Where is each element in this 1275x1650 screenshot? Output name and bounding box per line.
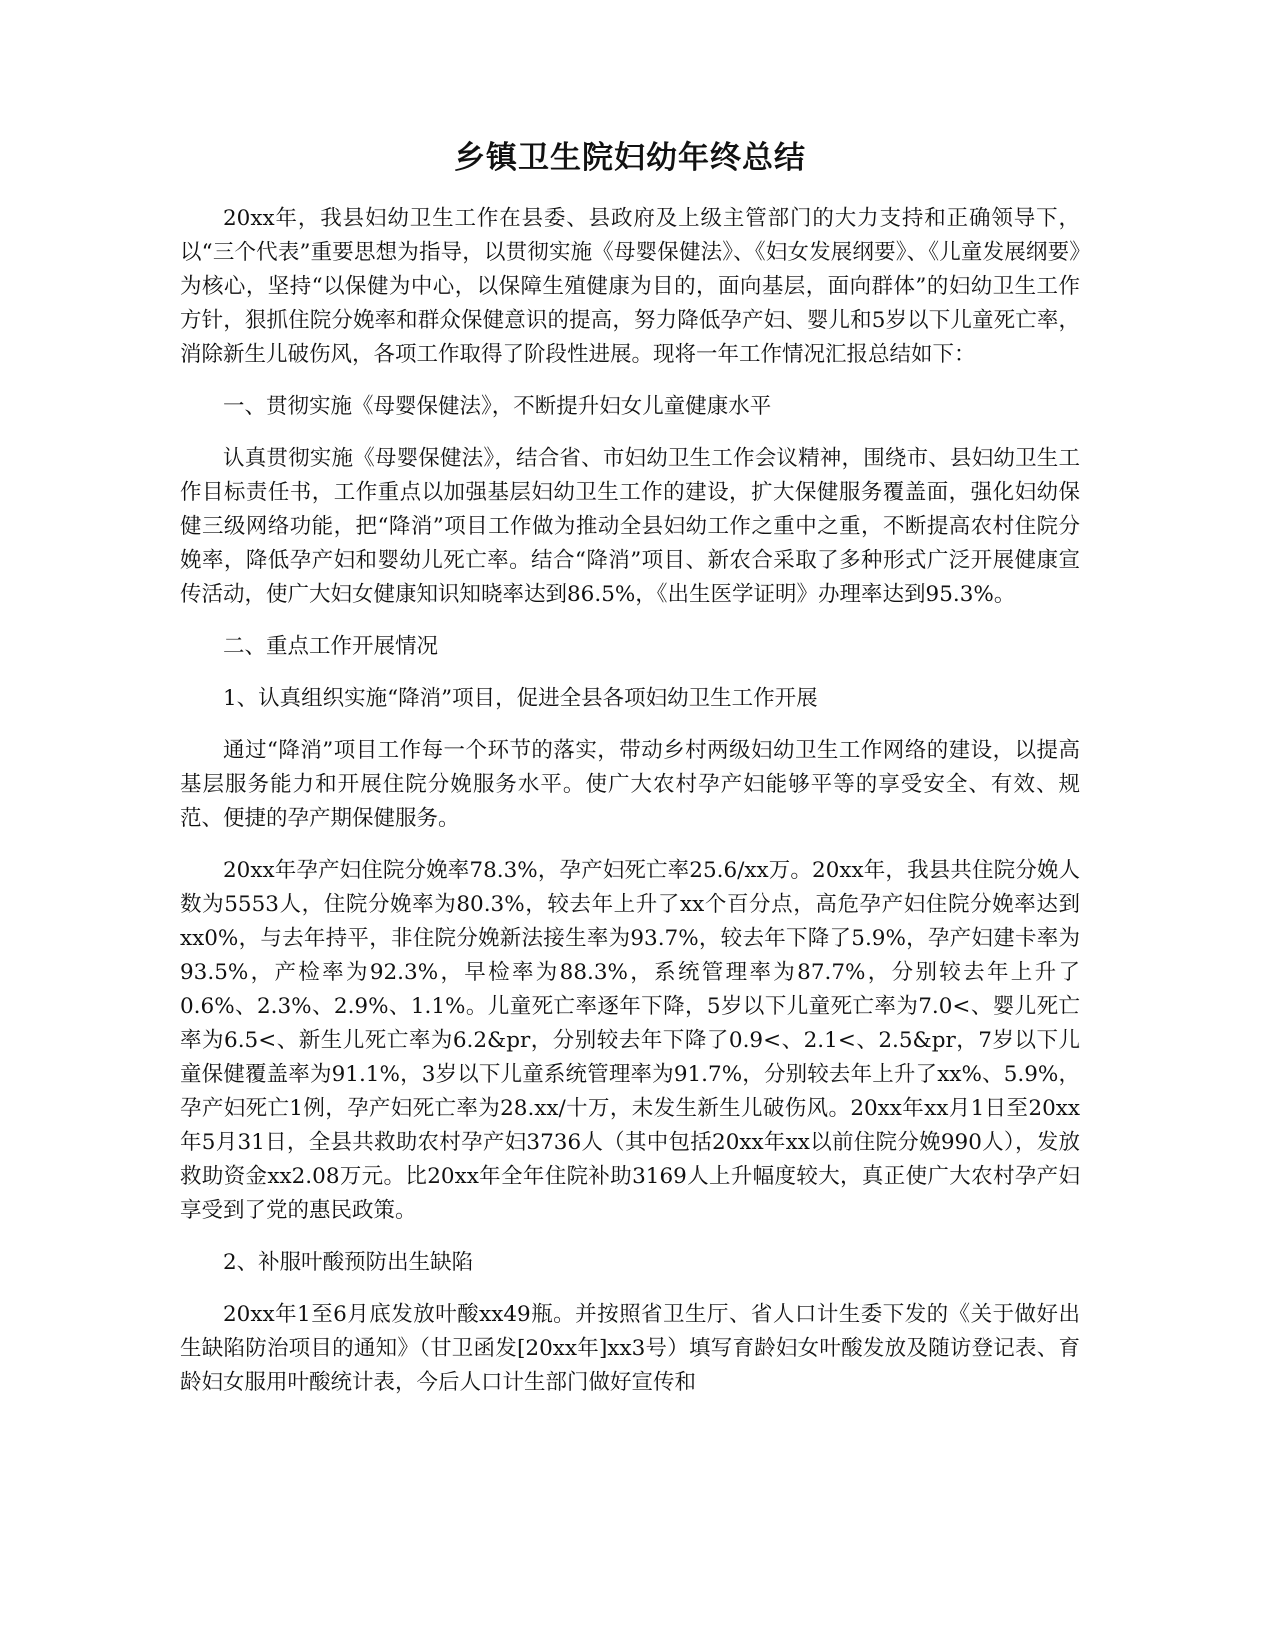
subsection-heading-2: 2、补服叶酸预防出生缺陷 — [223, 1250, 474, 1275]
subsection-2-paragraph-1: 20xx年1至6月底发放叶酸xx49瓶。并按照省卫生厅、省人口计生委下发的《关于做好出生缺陷防治项目的通知》（甘卫函发[20xx年]xx3号）填写育龄妇女叶酸发放及随访登记表、育龄妇女服用叶酸统计表，今后人口计生部门做好宣传和 — [180, 1302, 1080, 1395]
section-heading-1: 一、贯彻实施《母婴保健法》，不断提升妇女儿童健康水平 — [223, 394, 772, 419]
intro-paragraph: 20xx年，我县妇幼卫生工作在县委、县政府及上级主管部门的大力支持和正确领导下，以“三个代表”重要思想为指导，以贯彻实施《母婴保健法》、《妇女发展纲要》、《儿童发展纲要》为核心，坚持“以保健为中心，以保障生殖健康为目的，面向基层，面向群体”的妇幼卫生工作方针，狠抓住院分娩率和群众保健意识的提高，努力降低孕产妇、婴儿和5岁以下儿童死亡率，消除新生儿破伤风，各项工作取得了阶段性进展。现将一年工作情况汇报总结如下： — [180, 206, 1080, 367]
document-title: 乡镇卫生院妇幼年终总结 — [454, 140, 806, 176]
section-heading-2: 二、重点工作开展情况 — [223, 634, 439, 659]
subsection-1-paragraph-1: 通过“降消”项目工作每一个环节的落实，带动乡村两级妇幼卫生工作网络的建设，以提高基层服务能力和开展住院分娩服务水平。使广大农村孕产妇能够平等的享受安全、有效、规范、便捷的孕产期保健服务。 — [180, 738, 1080, 831]
subsection-1-paragraph-2: 20xx年孕产妇住院分娩率78.3%，孕产妇死亡率25.6/xx万。20xx年，我县共住院分娩人数为5553人，住院分娩率为80.3%，较去年上升了xx个百分点，高危孕产妇住院分娩率达到xx0%，与去年持平，非住院分娩新法接生率为93.7%，较去年下降了5.9%，孕产妇建卡率为93.5%，产检率为92.3%，早检率为88.3%，系统管理率为87.7%，分别较去年上升了0.6%、2.3%、2.9%、1.1%。儿童死亡率逐年下降，5岁以下儿童死亡率为7.0<、婴儿死亡率为6.5<、新生儿死亡率为6.2&pr，分别较去年下降了0.9<、2.1<、2.5&pr，7岁以下儿童保健覆盖率为91.1%，3岁以下儿童系统管理率为91.7%，分别较去年上升了xx%、5.9%，孕产妇死亡1例，孕产妇死亡率为28.xx/十万，未发生新生儿破伤风。20xx年xx月1日至20xx年5月31日，全县共救助农村孕产妇3736人（其中包括20xx年xx以前住院分娩990人），发放救助资金xx2.08万元。比20xx年全年住院补助3169人上升幅度较大，真正使广大农村孕产妇享受到了党的惠民政策。 — [180, 858, 1080, 1223]
section-1-paragraph: 认真贯彻实施《母婴保健法》，结合省、市妇幼卫生工作会议精神，围绕市、县妇幼卫生工作目标责任书，工作重点以加强基层妇幼卫生工作的建设，扩大保健服务覆盖面，强化妇幼保健三级网络功能，把“降消”项目工作做为推动全县妇幼工作之重中之重，不断提高农村住院分娩率，降低孕产妇和婴幼儿死亡率。结合“降消”项目、新农合采取了多种形式广泛开展健康宣传活动，使广大妇女健康知识知晓率达到86.5%，《出生医学证明》办理率达到95.3%。 — [180, 446, 1080, 607]
document-page — [180, 138, 1080, 1418]
subsection-heading-1: 1、认真组织实施“降消”项目，促进全县各项妇幼卫生工作开展 — [223, 686, 818, 711]
